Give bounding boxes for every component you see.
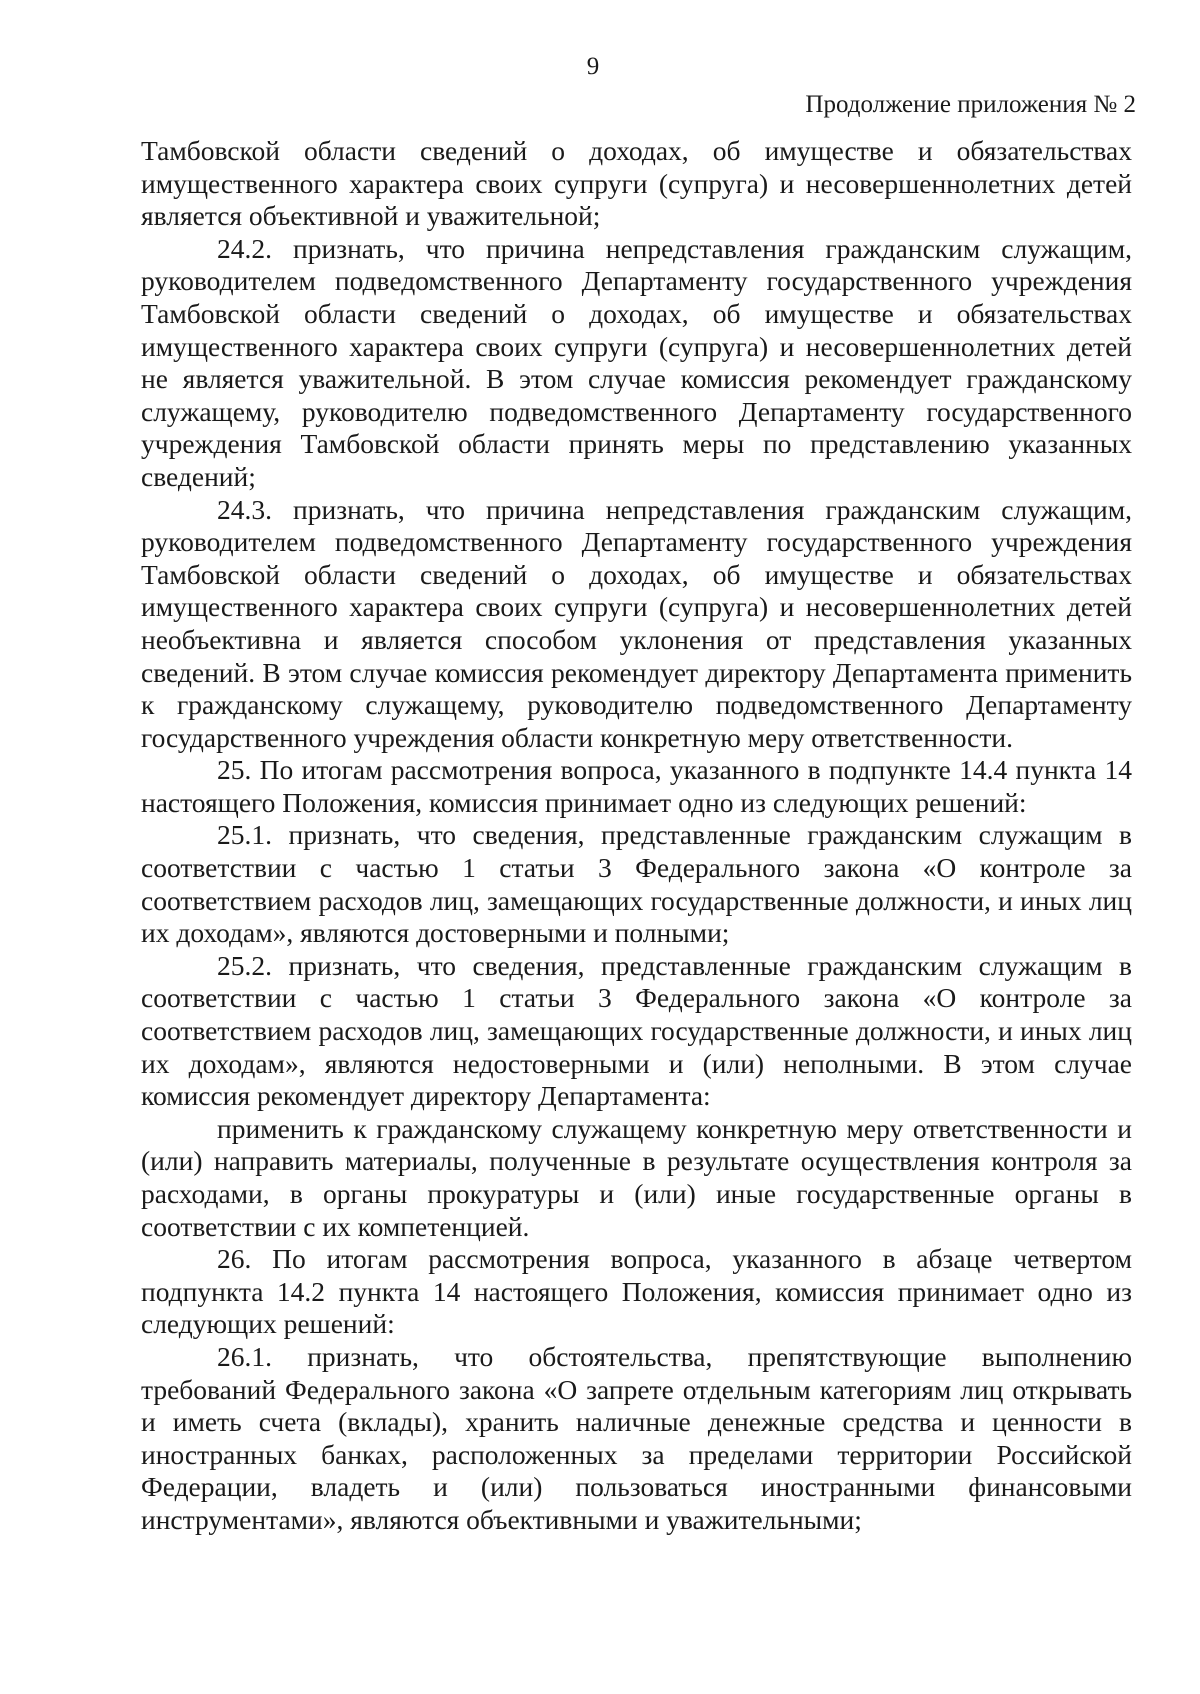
running-header: Продолжение приложения № 2 [805,91,1136,118]
paragraph-continuation: Тамбовской области сведений о доходах, об имуществе и обязательствах имущественного характера своих супруги (супруга) и несовершеннолетних детей является объективной и уважительной; [141,135,1132,232]
paragraph-25-1: 25.1. признать, что сведения, представленные гражданским служащим в соответствии с частью 1 статьи 3 Федерального закона «О контроле за соответствием расходов лиц, замещающих государственные должности, и иных лиц их доходам», являются достоверными и полными; [141,819,1132,949]
paragraph-24-3: 24.3. признать, что причина непредставления гражданским служащим, руководителем подведомственного Департаменту государственного учреждения Тамбовской области сведений о доходах, об имуществе и обязательствах имущественного характера своих супруги (супруга) и несовершеннолетних детей необъективна и является способом уклонения от представления указанных сведений. В этом случае комиссия рекомендует директору Департамента применить к гражданскому служащему, руководителю подведомственного Департаменту государственного учреждения области конкретную меру ответственности. [141,493,1132,753]
paragraph-24-2: 24.2. признать, что причина непредставления гражданским служащим, руководителем подведомственного Департаменту государственного учреждения Тамбовской области сведений о доходах, об имуществе и обязательствах имущественного характера своих супруги (супруга) и несовершеннолетних детей не является уважительной. В этом случае комиссия рекомендует гражданскому служащему, руководителю подведомственного Департаменту государственного учреждения Тамбовской области принять меры по представлению указанных сведений; [141,232,1132,492]
paragraph-25-2-measure: применить к гражданскому служащему конкретную меру ответственности и (или) направить материалы, полученные в результате осуществления контроля за расходами, в органы прокуратуры и (или) иные государственные органы в соответствии с их компетенцией. [141,1112,1132,1242]
paragraph-25: 25. По итогам рассмотрения вопроса, указанного в подпункте 14.4 пункта 14 настоящего Положения, комиссия принимает одно из следующих решений: [141,754,1132,818]
paragraph-25-2: 25.2. признать, что сведения, представленные гражданским служащим в соответствии с частью 1 статьи 3 Федерального закона «О контроле за соответствием расходов лиц, замещающих государственные должности, и иных лиц их доходам», являются недостоверными и (или) неполными. В этом случае комиссия рекомендует директору Департамента: [141,949,1132,1112]
paragraph-26-1: 26.1. признать, что обстоятельства, препятствующие выполнению требований Федерального закона «О запрете отдельным категориям лиц открывать и иметь счета (вклады), хранить наличные денежные средства и ценности в иностранных банках, расположенных за пределами территории Российской Федерации, владеть и (или) пользоваться иностранными финансовыми инструментами», являются объективными и уважительными; [141,1340,1132,1535]
page-number: 9 [586,53,600,80]
document-body [141,135,1132,1537]
paragraph-26: 26. По итогам рассмотрения вопроса, указанного в абзаце четвертом подпункта 14.2 пункта 14 настоящего Положения, комиссия принимает одно из следующих решений: [141,1243,1132,1340]
